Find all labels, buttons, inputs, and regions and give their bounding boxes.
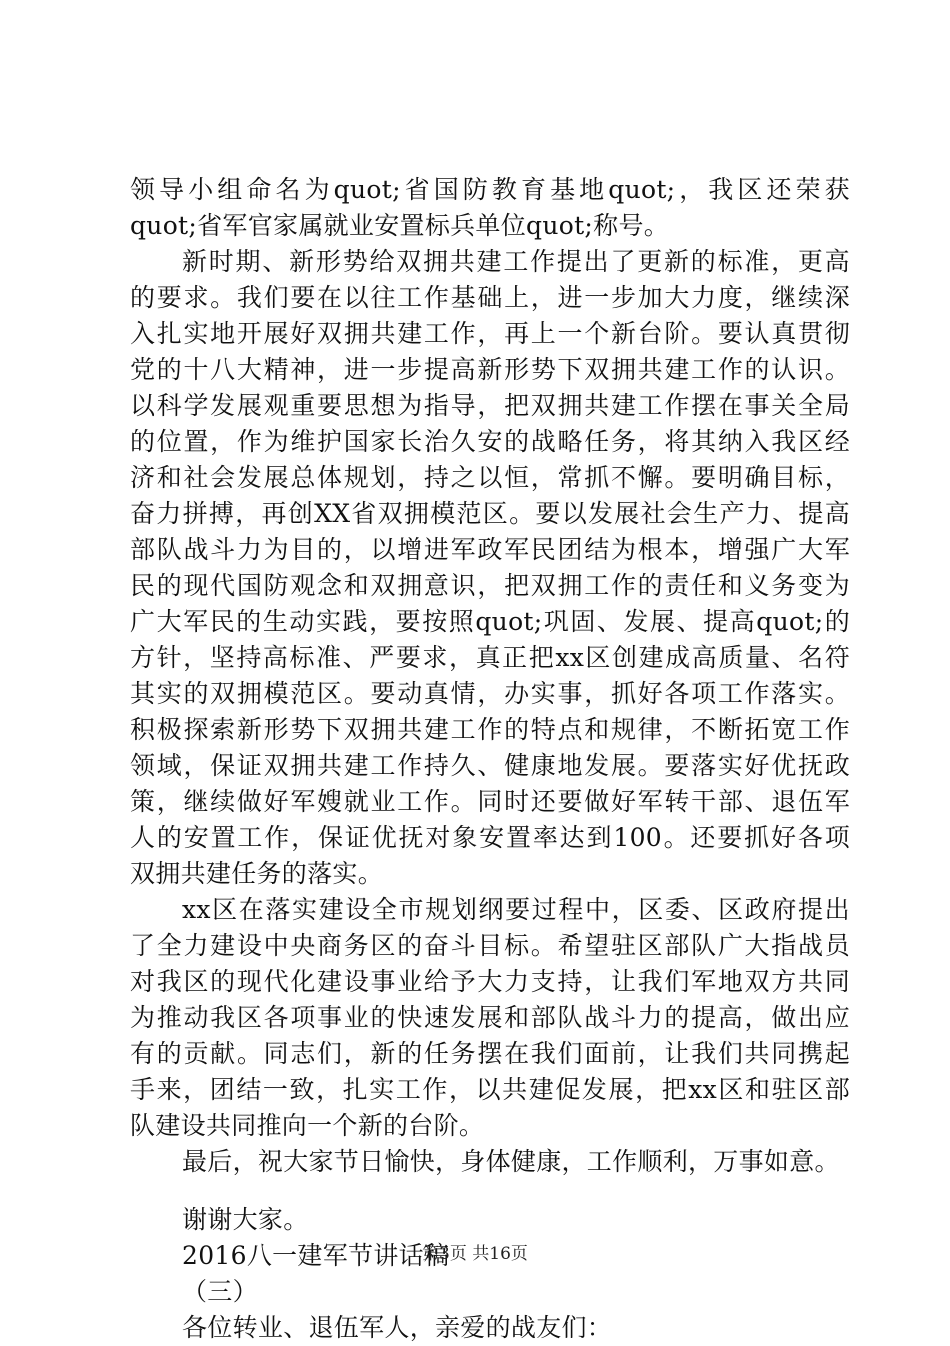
section-title: 2016八一建军节讲话稿	[182, 1241, 450, 1270]
paragraph-line: 以科学发展观重要思想为指导，把双拥共建工作摆在事关全局	[130, 391, 850, 420]
paragraph-line: 领导小组命名为quot;省国防教育基地quot;，我区还荣获	[130, 175, 850, 204]
paragraph-line: 队建设共同推向一个新的台阶。	[130, 1111, 485, 1140]
paragraph-line: 领域，保证双拥共建工作持久、健康地发展。要落实好优抚政	[130, 751, 850, 780]
paragraph-line: 策，继续做好军嫂就业工作。同时还要做好军转干部、退伍军	[130, 787, 850, 816]
paragraph-line: 有的贡献。同志们，新的任务摆在我们面前，让我们共同携起	[130, 1039, 850, 1068]
paragraph-line: 的要求。我们要在以往工作基础上，进一步加大力度，继续深	[130, 283, 850, 312]
paragraph-line: 民的现代国防观念和双拥意识，把双拥工作的责任和义务变为	[130, 571, 850, 600]
paragraph-line: 党的十八大精神，进一步提高新形势下双拥共建工作的认识。	[130, 355, 850, 384]
paragraph-line: 新时期、新形势给双拥共建工作提出了更新的标准，更高	[182, 247, 850, 276]
body-text	[130, 172, 850, 1346]
paragraph-line: 入扎实地开展好双拥共建工作，再上一个新台阶。要认真贯彻	[130, 319, 850, 348]
salutation-line: 各位转业、退伍军人，亲爱的战友们：	[182, 1313, 613, 1342]
paragraph-line: 济和社会发展总体规划，持之以恒，常抓不懈。要明确目标，	[130, 463, 850, 492]
paragraph-line: 奋力拼搏，再创XX省双拥模范区。要以发展社会生产力、提高	[130, 499, 850, 528]
paragraph-line: 部队战斗力为目的，以增进军政军民团结为根本，增强广大军	[130, 535, 850, 564]
paragraph-line: 为推动我区各项事业的快速发展和部队战斗力的提高，做出应	[130, 1003, 850, 1032]
paragraph-line: 的位置，作为维护国家长治久安的战略任务，将其纳入我区经	[130, 427, 850, 456]
paragraph-line: 了全力建设中央商务区的奋斗目标。希望驻区部队广大指战员	[130, 931, 850, 960]
paragraph-line: 手来，团结一致，扎实工作，以共建促发展，把xx区和驻区部	[130, 1075, 850, 1104]
paragraph-line: 人的安置工作，保证优抚对象安置率达到100。还要抓好各项	[130, 823, 850, 852]
page-footer: 第3页 共16页	[422, 1244, 528, 1264]
paragraph-line: 方针，坚持高标准、严要求，真正把xx区创建成高质量、名符	[130, 643, 850, 672]
paragraph-line: 其实的双拥模范区。要动真情，办实事，抓好各项工作落实。	[130, 679, 850, 708]
paragraph-line: xx区在落实建设全市规划纲要过程中，区委、区政府提出	[182, 895, 850, 924]
thanks-line: 谢谢大家。	[182, 1205, 309, 1234]
paragraph-line: 积极探索新形势下双拥共建工作的特点和规律，不断拓宽工作	[130, 715, 850, 744]
closing-line: 最后，祝大家节日愉快，身体健康，工作顺利，万事如意。	[182, 1147, 840, 1176]
paragraph-line: quot;省军官家属就业安置标兵单位quot;称号。	[130, 211, 670, 240]
section-number: （三）	[182, 1277, 258, 1306]
paragraph-line: 对我区的现代化建设事业给予大力支持，让我们军地双方共同	[130, 967, 850, 996]
paragraph-line: 双拥共建任务的落实。	[130, 859, 384, 888]
paragraph-line: 广大军民的生动实践，要按照quot;巩固、发展、提高quot;的	[130, 607, 850, 636]
blank-space	[130, 1180, 850, 1202]
